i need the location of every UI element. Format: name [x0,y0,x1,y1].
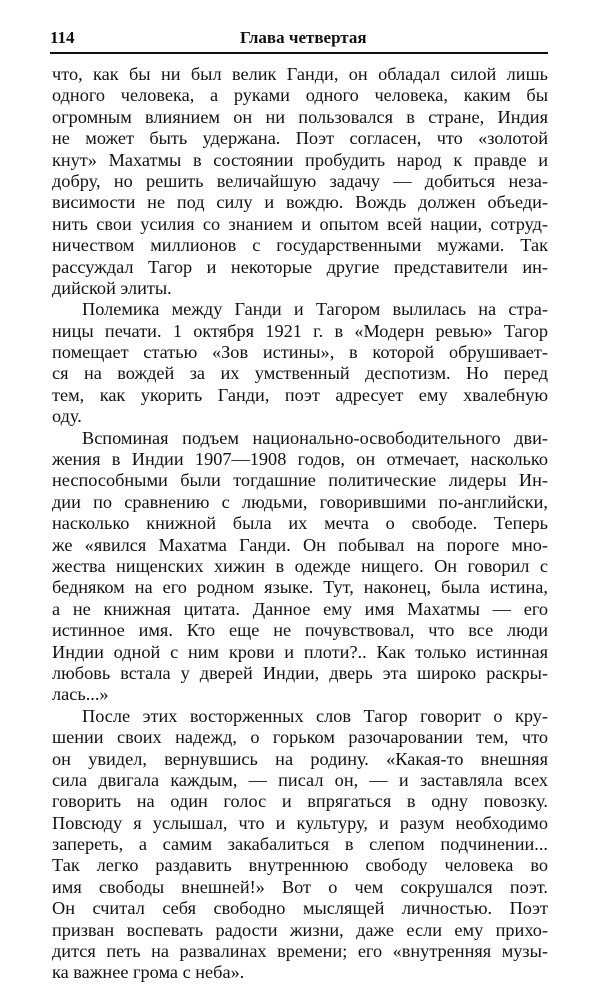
text-line: рассуждал Тагор и некоторые другие представители ин- [52,256,548,277]
text-line: кнут» Махатмы в состоянии пробудить народ к правде и [52,149,548,170]
text-line: висимости не под силу и вождю. Вождь должен объеди- [52,192,548,213]
text-line: оду. [52,406,82,427]
text-line: а не книжная цитата. Данное ему имя Махатмы — его [52,598,548,619]
text-line: шении своих надежд, о горьком разочаровании тем, что [52,727,548,748]
text-line: ницы печати. 1 октября 1921 г. в «Модерн ревью» Тагор [52,320,548,341]
text-line: одного человека, а руками одного человека, каким бы [52,85,548,106]
text-line: нить свои усилия со знанием и опытом всей нации, сотруд- [52,213,548,234]
text-line: Вспоминая подъем национально-освободительного дви- [82,427,548,448]
page-number: 114 [50,28,75,47]
text-line: лась...» [52,684,109,705]
text-line: он увидел, вернувшись на родину. «Какая-то внешняя [52,748,548,769]
text-line: сила двигала каждым, — писал он, — и заставляла всех [52,769,548,790]
text-line: же «явился Махатма Ганди. Он побывал на пороге мно- [52,534,548,555]
text-line: бедняком на его родном языке. Тут, наконец, была истина, [52,577,548,598]
text-line: ся на вождей за их умственный деспотизм. Но перед [52,363,548,384]
text-line: призван воспевать радости жизни, даже если ему прихо- [52,919,548,940]
text-line: помещает статью «Зов истины», в которой обрушивает- [52,342,548,363]
chapter-title: Глава четвертая [240,28,367,47]
text-line: жества нищенских хижин в одежде нищего. Он говорил с [52,555,548,576]
text-line: истинное имя. Кто еще не почувствовал, что все люди [52,620,548,641]
text-line: Повсюду я услышал, что и культуру, и разум необходимо [52,812,548,833]
text-line: запереть, а самим закабалиться в слепом подчинении... [52,834,548,855]
text-line: Он считал себя свободно мыслящей личностью. Поэт [52,898,548,919]
text-line: говорить на один голос и впрягаться в одну повозку. [52,791,548,812]
text-line: ка важнее грома с неба». [52,962,245,983]
text-line: что, как бы ни был велик Ганди, он обладал силой лишь [52,64,548,84]
text-line: жения в Индии 1907—1908 годов, он отмечает, насколько [52,449,548,470]
running-header [50,26,548,54]
text-line: не может быть удержана. Поэт согласен, что «золотой [52,128,548,149]
text-line: дии по сравнению с людьми, говорившими по-английски, [52,491,548,512]
text-line: ничеством миллионов с государственными мужами. Так [52,235,548,256]
text-line: тем, как укорить Ганди, поэт адресует ему хвалебную [52,384,548,405]
text-line: дийской элиты. [52,277,172,298]
text-line: Так легко раздавить внутреннюю свободу человека во [52,855,548,876]
body-text [52,64,548,984]
text-line: дится петь на развалинах времени; его «внутренняя музы- [52,941,548,962]
text-line: После этих восторженных слов Тагор говорит о кру- [82,705,548,726]
text-line: Индии одной с ним крови и плоти?.. Как только истинная [52,641,548,662]
text-line: любовь встала у дверей Индии, дверь эта широко раскры- [52,662,548,683]
text-line: Полемика между Ганди и Тагором вылилась на стра- [82,299,548,320]
text-line: добру, но решить величайшую задачу — добиться неза- [52,170,548,191]
text-line: имя свободы внешней!» Вот о чем сокрушался поэт. [52,876,548,897]
text-line: неспособными были тогдашние политические лидеры Ин- [52,470,548,491]
text-line: насколько книжной была их мечта о свободе. Теперь [52,513,548,534]
text-line: огромным влиянием он ни пользовался в стране, Индия [52,106,548,127]
